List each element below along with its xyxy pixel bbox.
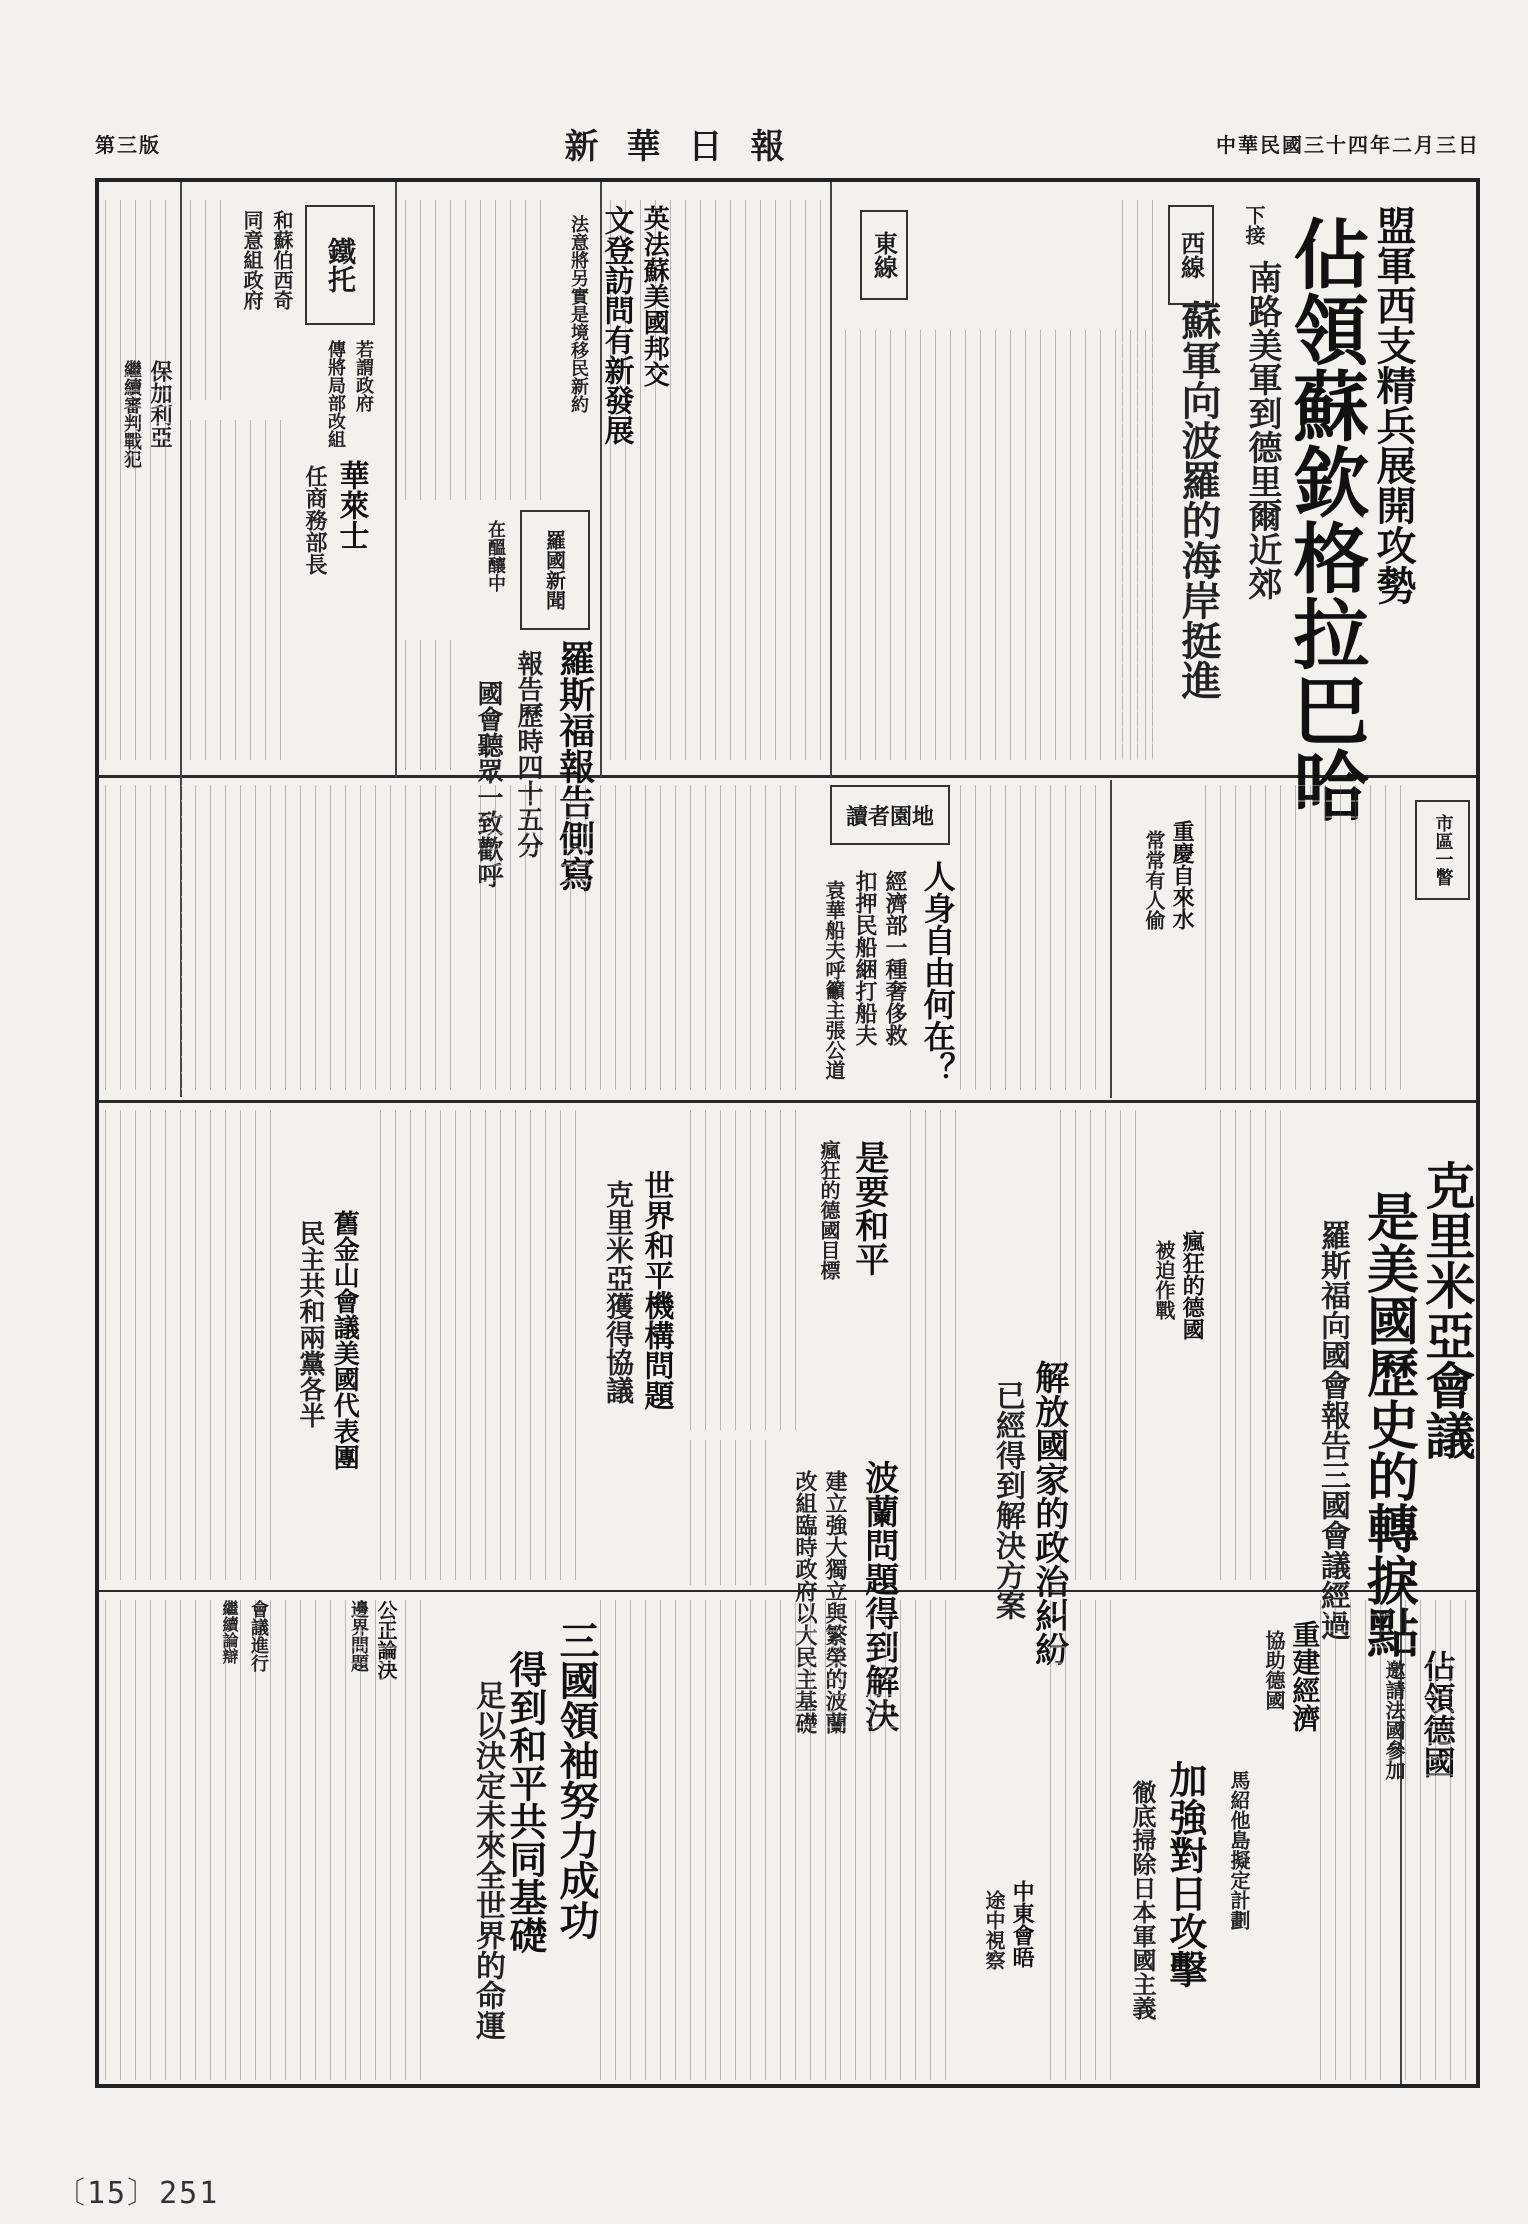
japan-attack-headline: 加強對日攻擊 — [1162, 1760, 1208, 1988]
middle-east-headline: 中東會晤 — [1009, 1880, 1036, 1968]
cabinet-headline: 若謂政府 — [353, 340, 374, 412]
mad-germany-body — [1060, 1110, 1140, 1580]
readers-garden-box: 讀者園地 — [830, 785, 950, 845]
tito-sub-2: 同意組政府 — [240, 210, 264, 310]
continued-label: 下接 — [1242, 205, 1266, 245]
liberated-nations-headline: 解放國家的政治糾紛 — [1028, 1360, 1069, 1666]
tito-sub: 和蘇伯西奇 — [270, 210, 294, 310]
bulgaria-sub: 繼續審判戰犯 — [121, 360, 142, 468]
three-leaders-sub: 得到和平共同基礎 — [502, 1650, 548, 1954]
germany-occupation-headline: 佔領德國 — [1418, 1650, 1457, 1778]
cabinet-sub: 傳將局部改組 — [325, 340, 346, 448]
peace-body — [690, 1110, 800, 1430]
three-leaders-body — [600, 1600, 960, 2080]
germany-occupation-sub: 邀請法國參加 — [1382, 1660, 1406, 1780]
peace-headline: 是要和平 — [848, 1140, 889, 1276]
sf-conference-sub: 民主共和兩黨各半 — [295, 1220, 325, 1428]
mad-germany-headline: 瘋狂的德國 — [1179, 1230, 1206, 1340]
rebuild-economy-sub: 協助德國 — [1262, 1630, 1286, 1710]
world-peace-headline: 世界和平機構問題 — [638, 1170, 674, 1410]
lower-left-body — [105, 1600, 435, 2080]
section-rule-2 — [99, 1100, 1476, 1103]
section-rule-1 — [99, 775, 1476, 778]
sf-conference-body — [105, 1110, 275, 1580]
west-front-body — [845, 330, 1155, 760]
session-headline: 會議進行 — [248, 1600, 269, 1672]
poland-body — [690, 1440, 780, 1585]
liberated-nations-body — [910, 1110, 970, 1580]
lead-headline: 佔領蘇欽格拉巴哈 — [1280, 215, 1370, 823]
personal-freedom-body — [960, 785, 1100, 1090]
column-rule — [1110, 780, 1112, 1098]
masthead — [95, 118, 1480, 168]
japan-attack-sub: 徹底掃除日本軍國主義 — [1128, 1780, 1157, 2020]
west-front-box: 西線 — [1168, 205, 1214, 305]
rebuild-economy-body — [1320, 1600, 1390, 2080]
column-rule — [830, 182, 832, 777]
border-issue-sub: 邊界問題 — [348, 1600, 369, 1672]
lead-subhead-1: 南路美軍到德里爾近郊 — [1242, 260, 1282, 600]
three-leaders-sub-2: 足以決定未來全世界的命運 — [470, 1680, 505, 2040]
issue-line: 第三版 — [95, 132, 161, 157]
roosevelt-report-headline: 羅斯福報告側寫 — [553, 640, 596, 892]
wallace-sub: 任商務部長 — [302, 465, 328, 575]
middle-east-sub: 途中視察 — [982, 1890, 1006, 1970]
chongqing-water-sub: 常常有人偷 — [1142, 830, 1166, 930]
mid-left-body — [105, 785, 465, 1090]
personal-freedom-sub-1: 經濟部一種奢侈救 — [882, 870, 908, 1046]
poland-sub-2: 改組臨時政府以大民主基礎 — [792, 1470, 818, 1734]
crimea-headline: 克里米亞會議 — [1417, 1160, 1477, 1460]
peace-sub: 瘋狂的德國目標 — [817, 1140, 841, 1280]
poland-sub: 建立強大獨立與繁榮的波蘭 — [822, 1470, 848, 1734]
east-front-box: 東線 — [860, 210, 908, 300]
personal-freedom-headline: 人身自由何在？ — [918, 860, 957, 1084]
germany-occupation-body — [1405, 1600, 1475, 2080]
wallace-body — [190, 420, 290, 760]
personal-freedom-sub-3: 袁華船夫呼籲主張公道 — [822, 880, 846, 1080]
newspaper-title: 新華日報 — [564, 126, 813, 167]
chongqing-water-headline: 重慶自來水 — [1169, 820, 1196, 930]
world-peace-body — [380, 1110, 580, 1580]
date-line: 中華民國三十四年二月三日 — [1216, 132, 1480, 157]
border-issue-headline: 公正論決 — [374, 1600, 398, 1680]
wallace-headline: 華萊士 — [333, 460, 369, 550]
liberated-nations-sub: 已經得到解決方案 — [990, 1380, 1025, 1620]
crimea-subhead-2: 羅斯福向國會報告三國會議經過 — [1315, 1220, 1350, 1640]
lead-kicker: 盟軍西支精兵展開攻勢 — [1370, 205, 1417, 605]
anglo-french-subhead-2: 法意將另實是境移民新約 — [568, 215, 589, 413]
world-peace-sub: 克里米亞獲得協議 — [602, 1180, 635, 1404]
tito-box: 鐵托 — [305, 205, 375, 325]
anglo-french-subhead: 文登訪問有新發展 — [598, 205, 634, 445]
bulgaria-headline: 保加利亞 — [147, 360, 173, 448]
anglo-french-headline: 英法蘇美國邦交 — [639, 205, 670, 387]
anglo-french-body — [405, 200, 555, 500]
column-rule — [395, 182, 397, 777]
japan-attack-sub-2: 馬紹他島擬定計劃 — [1227, 1770, 1251, 1930]
left-column-body — [105, 200, 175, 760]
poland-headline: 波蘭問題得到解決 — [858, 1460, 899, 1732]
roosevelt-report-body — [405, 640, 465, 770]
section-rule-3 — [99, 1590, 1476, 1592]
city-glance-box: 市區一瞥 — [1415, 800, 1470, 900]
session-sub: 繼續論辯 — [220, 1600, 239, 1664]
crimea-subhead: 是美國歷史的轉捩點 — [1357, 1190, 1419, 1658]
lead-subhead-2: 蘇軍向波羅的海岸挺進 — [1175, 300, 1222, 700]
page-reference: 〔15〕251 — [55, 2176, 220, 2211]
roosevelt-report-sub-2: 國會聽眾一致歡呼 — [473, 680, 503, 888]
three-leaders-headline: 三國領袖努力成功 — [553, 1620, 600, 1940]
crimea-body — [1220, 1110, 1295, 1580]
readers-letters-body — [480, 785, 810, 1090]
rebuild-economy-headline: 重建經濟 — [1288, 1620, 1322, 1732]
sf-conference-headline: 舊金山會議美國代表團 — [329, 1210, 360, 1470]
romania-box: 羅國新聞 — [520, 510, 590, 630]
city-news-body — [1205, 785, 1405, 1090]
tito-body — [190, 200, 230, 400]
romania-sub: 在醞釀中 — [485, 520, 506, 592]
personal-freedom-sub-2: 扣押民船綑打船夫 — [852, 870, 878, 1046]
mad-germany-sub: 被迫作戰 — [1152, 1240, 1176, 1320]
japan-attack-body — [1050, 1600, 1115, 2080]
roosevelt-report-sub-1: 報告歷時四十五分 — [513, 650, 543, 858]
